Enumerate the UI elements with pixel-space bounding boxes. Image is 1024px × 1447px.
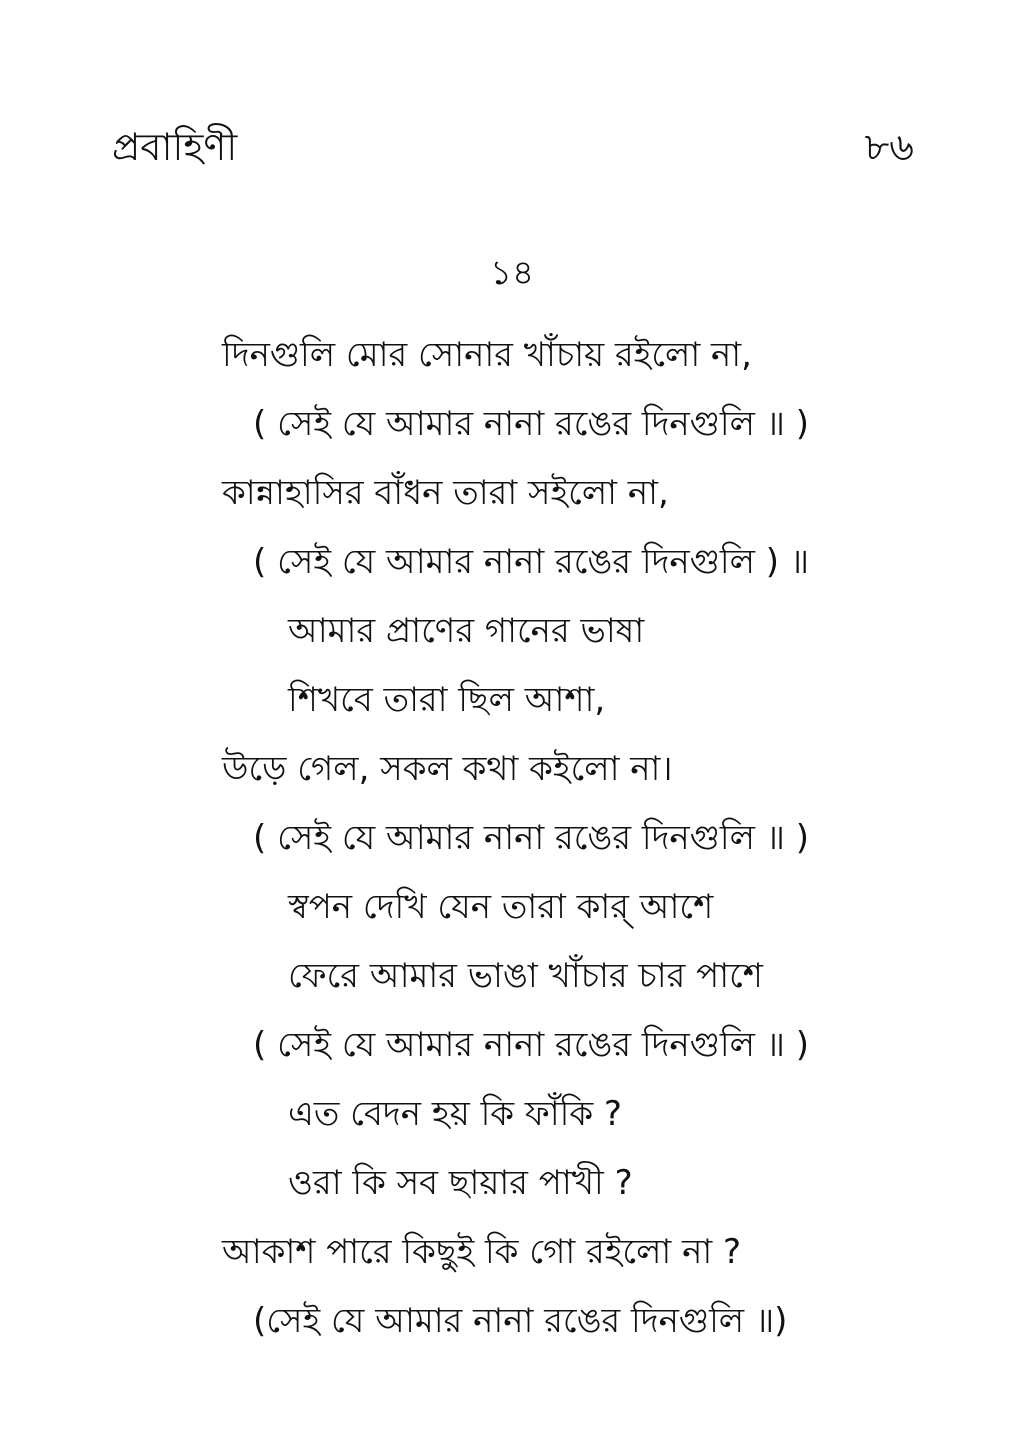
- verse-line: ( সেই যে আমার নানা রঙের দিনগুলি ॥ ): [253, 404, 810, 444]
- verse-line: স্বপন দেখি যেন তারা কার্ আশে: [288, 887, 714, 927]
- verse-line: শিখবে তারা ছিল আশা,: [288, 680, 606, 720]
- page-number: ৮৬: [864, 125, 914, 169]
- verse-line: দিনগুলি মোর সোনার খাঁচায় রইলো না,: [222, 335, 752, 375]
- verse-line: কান্নাহাসির বাঁধন তারা সইলো না,: [222, 473, 669, 513]
- verse-line: এত বেদন হয় কি ফাঁকি ?: [288, 1094, 622, 1134]
- verse-line: ( সেই যে আমার নানা রঙের দিনগুলি ) ॥: [253, 542, 810, 582]
- verse-line: উড়ে গেল, সকল কথা কইলো না।: [222, 749, 673, 789]
- verse-line: ( সেই যে আমার নানা রঙের দিনগুলি ॥ ): [253, 1025, 810, 1065]
- verse-line: আমার প্রাণের গানের ভাষা: [288, 611, 645, 651]
- running-title: প্রবাহিণী: [112, 125, 238, 169]
- verse-line: আকাশ পারে কিছুই কি গো রইলো না ?: [222, 1232, 742, 1272]
- verse-line: ওরা কি সব ছায়ার পাখী ?: [288, 1163, 633, 1203]
- verse-line: ফেরে আমার ভাঙা খাঁচার চার পাশে: [288, 956, 763, 996]
- poem-number: ১৪: [489, 253, 535, 293]
- verse-line: ( সেই যে আমার নানা রঙের দিনগুলি ॥ ): [253, 818, 810, 858]
- verse-line: (সেই যে আমার নানা রঙের দিনগুলি ॥): [253, 1301, 788, 1341]
